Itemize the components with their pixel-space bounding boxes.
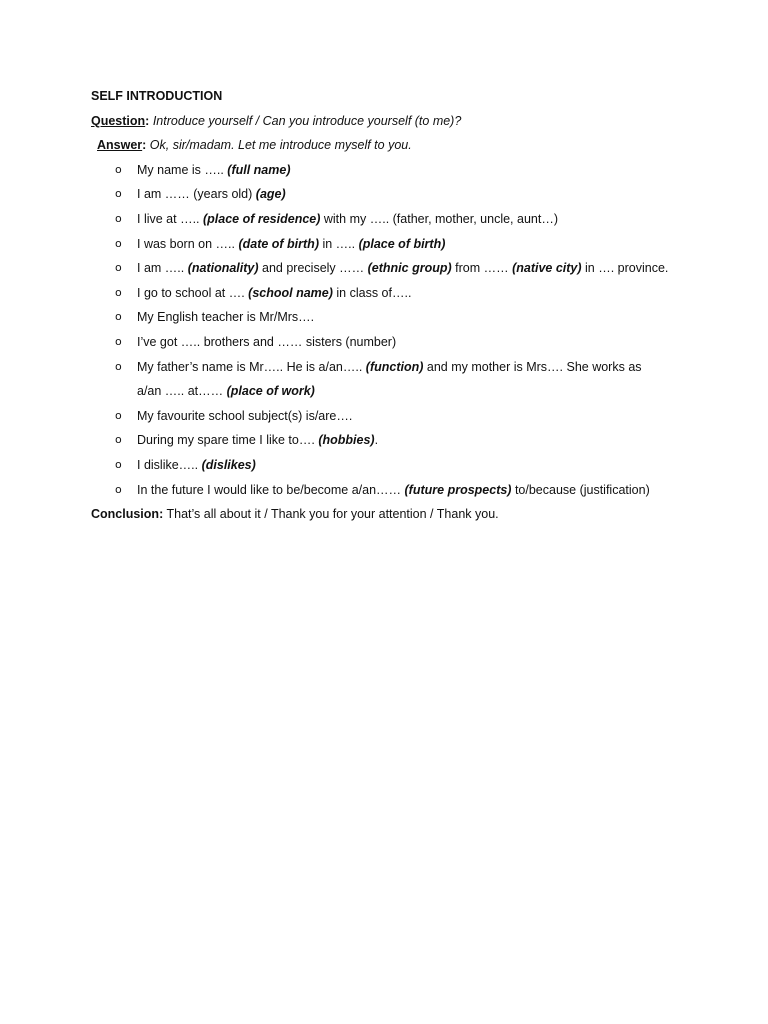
list-item [91,404,731,429]
placeholder-hint: (place of residence) [203,211,321,226]
bullet-icon: o [115,236,122,250]
item-text: During my spare time I like to…. [137,433,319,448]
item-text: in …. province. [581,261,669,276]
item-text: to/because (justification) [511,482,650,497]
bullet-icon: o [115,334,122,348]
item-text: I’ve got ….. brothers and …… sisters (number) [137,334,397,349]
item-text: My name is ….. [137,162,228,177]
item-text: My father’s name is Mr….. He is a/an….. [137,359,366,374]
list-item [91,355,731,380]
list-item [91,281,731,306]
bullet-icon: o [115,408,122,422]
item-text: I am …… (years old) [137,187,256,202]
bullet-icon: o [115,457,122,471]
placeholder-hint: (hobbies) [318,433,375,448]
placeholder-hint: (place of birth) [358,236,446,251]
bullet-icon: o [115,261,122,275]
conclusion-text: That’s all about it / Thank you for your attention / Thank you. [163,507,499,522]
item-text: My English teacher is Mr/Mrs…. [137,310,315,325]
item-text: I go to school at …. [137,285,249,300]
answer-label: Answer [97,138,143,153]
item-text: I dislike….. [137,457,202,472]
document-title: SELF INTRODUCTION [91,89,223,103]
placeholder-hint: (nationality) [187,261,259,276]
bullet-icon: o [115,359,122,373]
question-colon: : [145,113,150,128]
item-text: with my ….. (father, mother, uncle, aunt…) [320,211,558,226]
item-text: and my mother is Mrs…. She works as [423,359,642,374]
question-line [91,109,731,134]
placeholder-hint: (place of work) [226,384,315,399]
item-text: I live at ….. [137,211,203,226]
item-text: In the future I would like to be/become a/an…… [137,482,405,497]
list-item [91,182,731,207]
item-text: I was born on ….. [137,236,239,251]
answer-colon: : [142,138,147,153]
list-item [91,305,731,330]
item-text: I am ….. [137,261,188,276]
item-text: a/an ….. at…… [137,384,227,399]
bullet-icon: o [115,285,122,299]
item-text: . [374,433,379,448]
placeholder-hint: (dislikes) [201,457,256,472]
bullet-icon: o [115,310,122,324]
list-item [91,330,731,355]
question-text: Introduce yourself / Can you introduce yourself (to me)? [149,113,462,128]
placeholder-hint: (native city) [512,261,582,276]
placeholder-hint: (age) [255,187,286,202]
bullet-icon: o [115,187,122,201]
answer-text: Ok, sir/madam. Let me introduce myself to you. [146,138,412,153]
list-item-continuation [91,379,731,404]
list-item [91,478,731,503]
answer-line [91,133,731,158]
placeholder-hint: (date of birth) [238,236,319,251]
list-item [91,256,731,281]
item-text: in class of….. [332,285,412,300]
bullet-icon: o [115,433,122,447]
list-item [91,207,731,232]
item-text: in ….. [318,236,359,251]
document-content [91,84,731,527]
placeholder-hint: (function) [365,359,424,374]
bullet-icon: o [115,482,122,496]
item-text: My favourite school subject(s) is/are…. [137,408,353,423]
placeholder-hint: (future prospects) [404,482,512,497]
answer-list [91,158,731,502]
list-item [91,453,731,478]
bullet-icon: o [115,211,122,225]
list-item [91,232,731,257]
conclusion-colon: : [159,507,164,522]
list-item [91,158,731,183]
list-item [91,428,731,453]
conclusion-line [91,502,731,527]
placeholder-hint: (full name) [227,162,291,177]
placeholder-hint: (school name) [248,285,333,300]
conclusion-label: Conclusion [91,507,160,522]
bullet-icon: o [115,162,122,176]
question-label: Question [91,113,146,128]
item-text: and precisely …… [258,261,368,276]
placeholder-hint: (ethnic group) [367,261,452,276]
item-text: from …… [451,261,513,276]
